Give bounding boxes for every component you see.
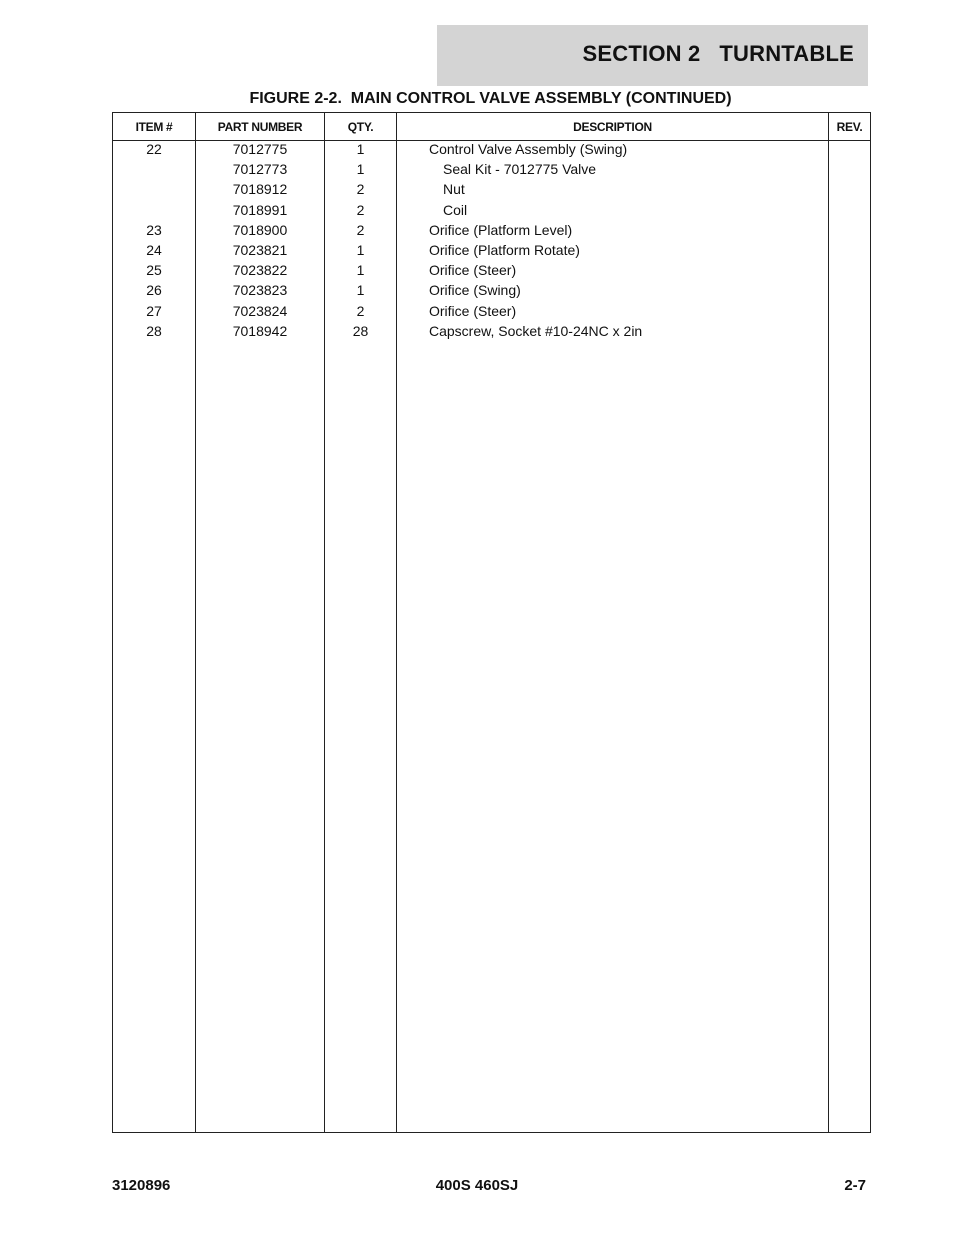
footer-model: 400S 460SJ (435, 1177, 519, 1194)
qty-cell: 2 (356, 302, 365, 319)
header-description: DESCRIPTION (397, 113, 829, 141)
part-number-cell: 7012773 (232, 161, 288, 178)
header-item: ITEM # (113, 113, 196, 141)
part-number-cell: 7012775 (232, 141, 288, 157)
section-header (437, 25, 868, 86)
description-column (397, 141, 829, 1133)
description-cell: Orifice (Steer) (429, 262, 517, 279)
section-title: SECTION 2 TURNTABLE (582, 41, 854, 66)
part-number-cell: 7023822 (232, 262, 288, 279)
rev-cell (829, 283, 870, 303)
item-cell: 28 (146, 322, 162, 339)
item-cell: 27 (146, 302, 162, 319)
rev-column (829, 141, 871, 1133)
header-part-number: PART NUMBER (196, 113, 325, 141)
header-rev: REV. (829, 113, 871, 141)
item-column (113, 141, 196, 1133)
qty-cell: 1 (356, 282, 365, 299)
part-number-cell: 7018942 (232, 322, 288, 339)
qty-cell: 1 (356, 262, 365, 279)
description-cell: Coil (443, 201, 468, 218)
part-number-cell: 7018912 (232, 181, 288, 198)
item-cell: 22 (146, 141, 162, 157)
footer-doc-number: 3120896 (112, 1177, 171, 1194)
figure-title: FIGURE 2-2. MAIN CONTROL VALVE ASSEMBLY (CONTINUED) (249, 90, 732, 107)
qty-cell: 2 (356, 221, 365, 238)
qty-cell: 2 (356, 201, 365, 218)
footer-page-number: 2-7 (844, 1177, 866, 1194)
description-cell: Nut (443, 181, 465, 198)
rev-cell (829, 304, 870, 324)
qty-cell: 1 (356, 161, 365, 178)
qty-cell: 1 (356, 141, 365, 157)
rev-cell (829, 162, 870, 182)
item-cell (113, 203, 195, 223)
part-number-cell: 7018991 (232, 201, 288, 218)
part-number-cell: 7023823 (232, 282, 288, 299)
item-cell: 25 (146, 262, 162, 279)
description-cell: Orifice (Swing) (429, 282, 521, 299)
qty-cell: 28 (352, 322, 369, 339)
qty-cell: 2 (356, 181, 365, 198)
header-qty: QTY. (325, 113, 397, 141)
part-number-cell: 7018900 (232, 221, 288, 238)
qty-cell: 1 (356, 241, 365, 258)
rev-cell (829, 324, 870, 344)
item-cell: 23 (146, 221, 162, 238)
rev-cell (829, 263, 870, 283)
parts-table (112, 112, 871, 1133)
description-cell: Capscrew, Socket #10-24NC x 2in (429, 322, 643, 339)
table-header-row (113, 113, 871, 141)
item-cell: 24 (146, 241, 162, 258)
part-number-cell: 7023821 (232, 241, 288, 258)
table-body-row (113, 141, 871, 1133)
description-cell: Orifice (Platform Rotate) (429, 241, 580, 258)
rev-cell (829, 182, 870, 202)
description-cell: Orifice (Steer) (429, 302, 517, 319)
rev-cell (829, 243, 870, 263)
qty-column (325, 141, 397, 1133)
rev-cell (829, 142, 870, 162)
description-cell: Seal Kit - 7012775 Valve (443, 161, 597, 178)
part-number-column (196, 141, 325, 1133)
item-cell (113, 182, 195, 202)
description-cell: Control Valve Assembly (Swing) (429, 141, 628, 157)
item-cell (113, 162, 195, 182)
part-number-cell: 7023824 (232, 302, 288, 319)
rev-cell (829, 203, 870, 223)
rev-cell (829, 223, 870, 243)
description-cell: Orifice (Platform Level) (429, 221, 573, 238)
item-cell: 26 (146, 282, 162, 299)
